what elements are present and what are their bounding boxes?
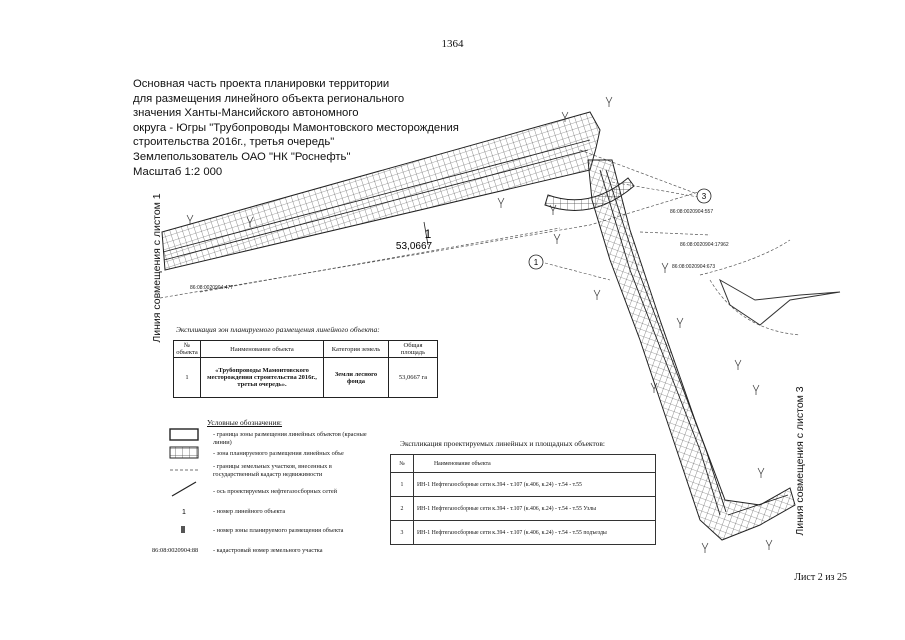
svg-text:1: 1 [182,509,186,516]
table-header: № [391,455,414,473]
object-number: 1 [424,227,432,241]
legend-item: - зона планируемого размещения линейных объе [213,450,344,457]
page-number: 1364 [441,38,464,50]
table-header: Категория земель [324,341,389,358]
legend-item: - номер линейного объекта [213,508,286,515]
table-cell: 2 [391,497,414,521]
title-line: для размещения линейного объекта регионального [133,92,405,105]
table-cell: 1 [174,358,201,398]
title-line: округа - Югры "Трубопроводы Мамонтовского месторождения [133,121,459,134]
explication-1-table [173,340,438,398]
right-side-label: Линия совмещения с листом 3 [794,386,806,536]
table-cell: ИН-1 Нефтегазосборные сети к.394 - т.107 (к.406, к.24) - т.54 - т.55 подъезды [414,521,656,545]
title-block [133,77,493,179]
callout-label-1: 1 [533,258,539,267]
cadastral-label: 86:08:0020904:673 [672,264,716,270]
legend-item: - номер зоны планируемого размещения объекта [213,527,344,534]
table-row [391,497,656,521]
legend-cadastral-sample: 86:08:0020904:88 [152,547,199,554]
table-header: Наименование объекта [414,455,656,473]
legend-symbols [170,429,198,533]
table-cell: 53,0667 га [389,358,438,398]
parcel-wedge [720,280,840,325]
object-area: 53,0667 [395,241,433,252]
table-header: Наименование объекта [201,341,324,358]
table-row [391,521,656,545]
explication-2-table [390,454,656,545]
table-cell: ИН-1 Нефтегазосборные сети к.394 - т.107 (к.406, к.24) - т.54 - т.55 Узлы [414,497,656,521]
legend-item: - граница зоны размещения линейных объектов (красные линии) [213,431,367,446]
legend-item: - кадастровый номер земельного участка [213,547,323,554]
left-side-label: Линия совмещения с листом 1 [151,193,163,343]
cadastral-label: 86:08:0020904:557 [670,209,714,215]
callout-label-3: 3 [701,192,707,201]
table-header: Общая площадь [389,341,438,358]
table-cell: «Трубопроводы Мамонтовского месторождения строительства 2016г., третья очередь». [201,358,324,398]
table-row [391,473,656,497]
title-line: Землепользователь ОАО "НК "Роснефть" [133,150,351,163]
table-cell: 1 [391,473,414,497]
legend-title: Условные обозначения: [207,418,283,427]
explication-2-title: Экспликация проектируемых линейных и площадных объектов: [400,439,605,448]
cadastral-label: 86:08:0020904:477 [190,285,234,291]
title-line: строительства 2016г., третья очередь" [133,136,335,149]
cadastral-label: 86:08:0020904:17962 [680,242,729,248]
table-cell: 3 [391,521,414,545]
table-row [174,358,438,398]
explication-1-title: Экспликация зон планируемого размещения линейного объекта: [176,325,380,334]
table-cell: Земли лесного фонда [324,358,389,398]
title-line: значения Ханты-Мансийского автономного [133,107,359,120]
legend-item: - ось проектируемых нефтегазосборных сетей [213,488,337,495]
table-header: № объекта [174,341,201,358]
title-line: Основная часть проекта планировки территории [133,78,390,90]
sheet-label: Лист 2 из 25 [794,572,847,583]
title-line: Масштаб 1:2 000 [133,165,223,178]
legend-item: - границы земельных участков, внесенных в государственный кадастр недвижимости [213,463,332,478]
table-cell: ИН-1 Нефтегазосборные сети к.394 - т.107 (к.406, к.24) - т.54 - т.55 [414,473,656,497]
